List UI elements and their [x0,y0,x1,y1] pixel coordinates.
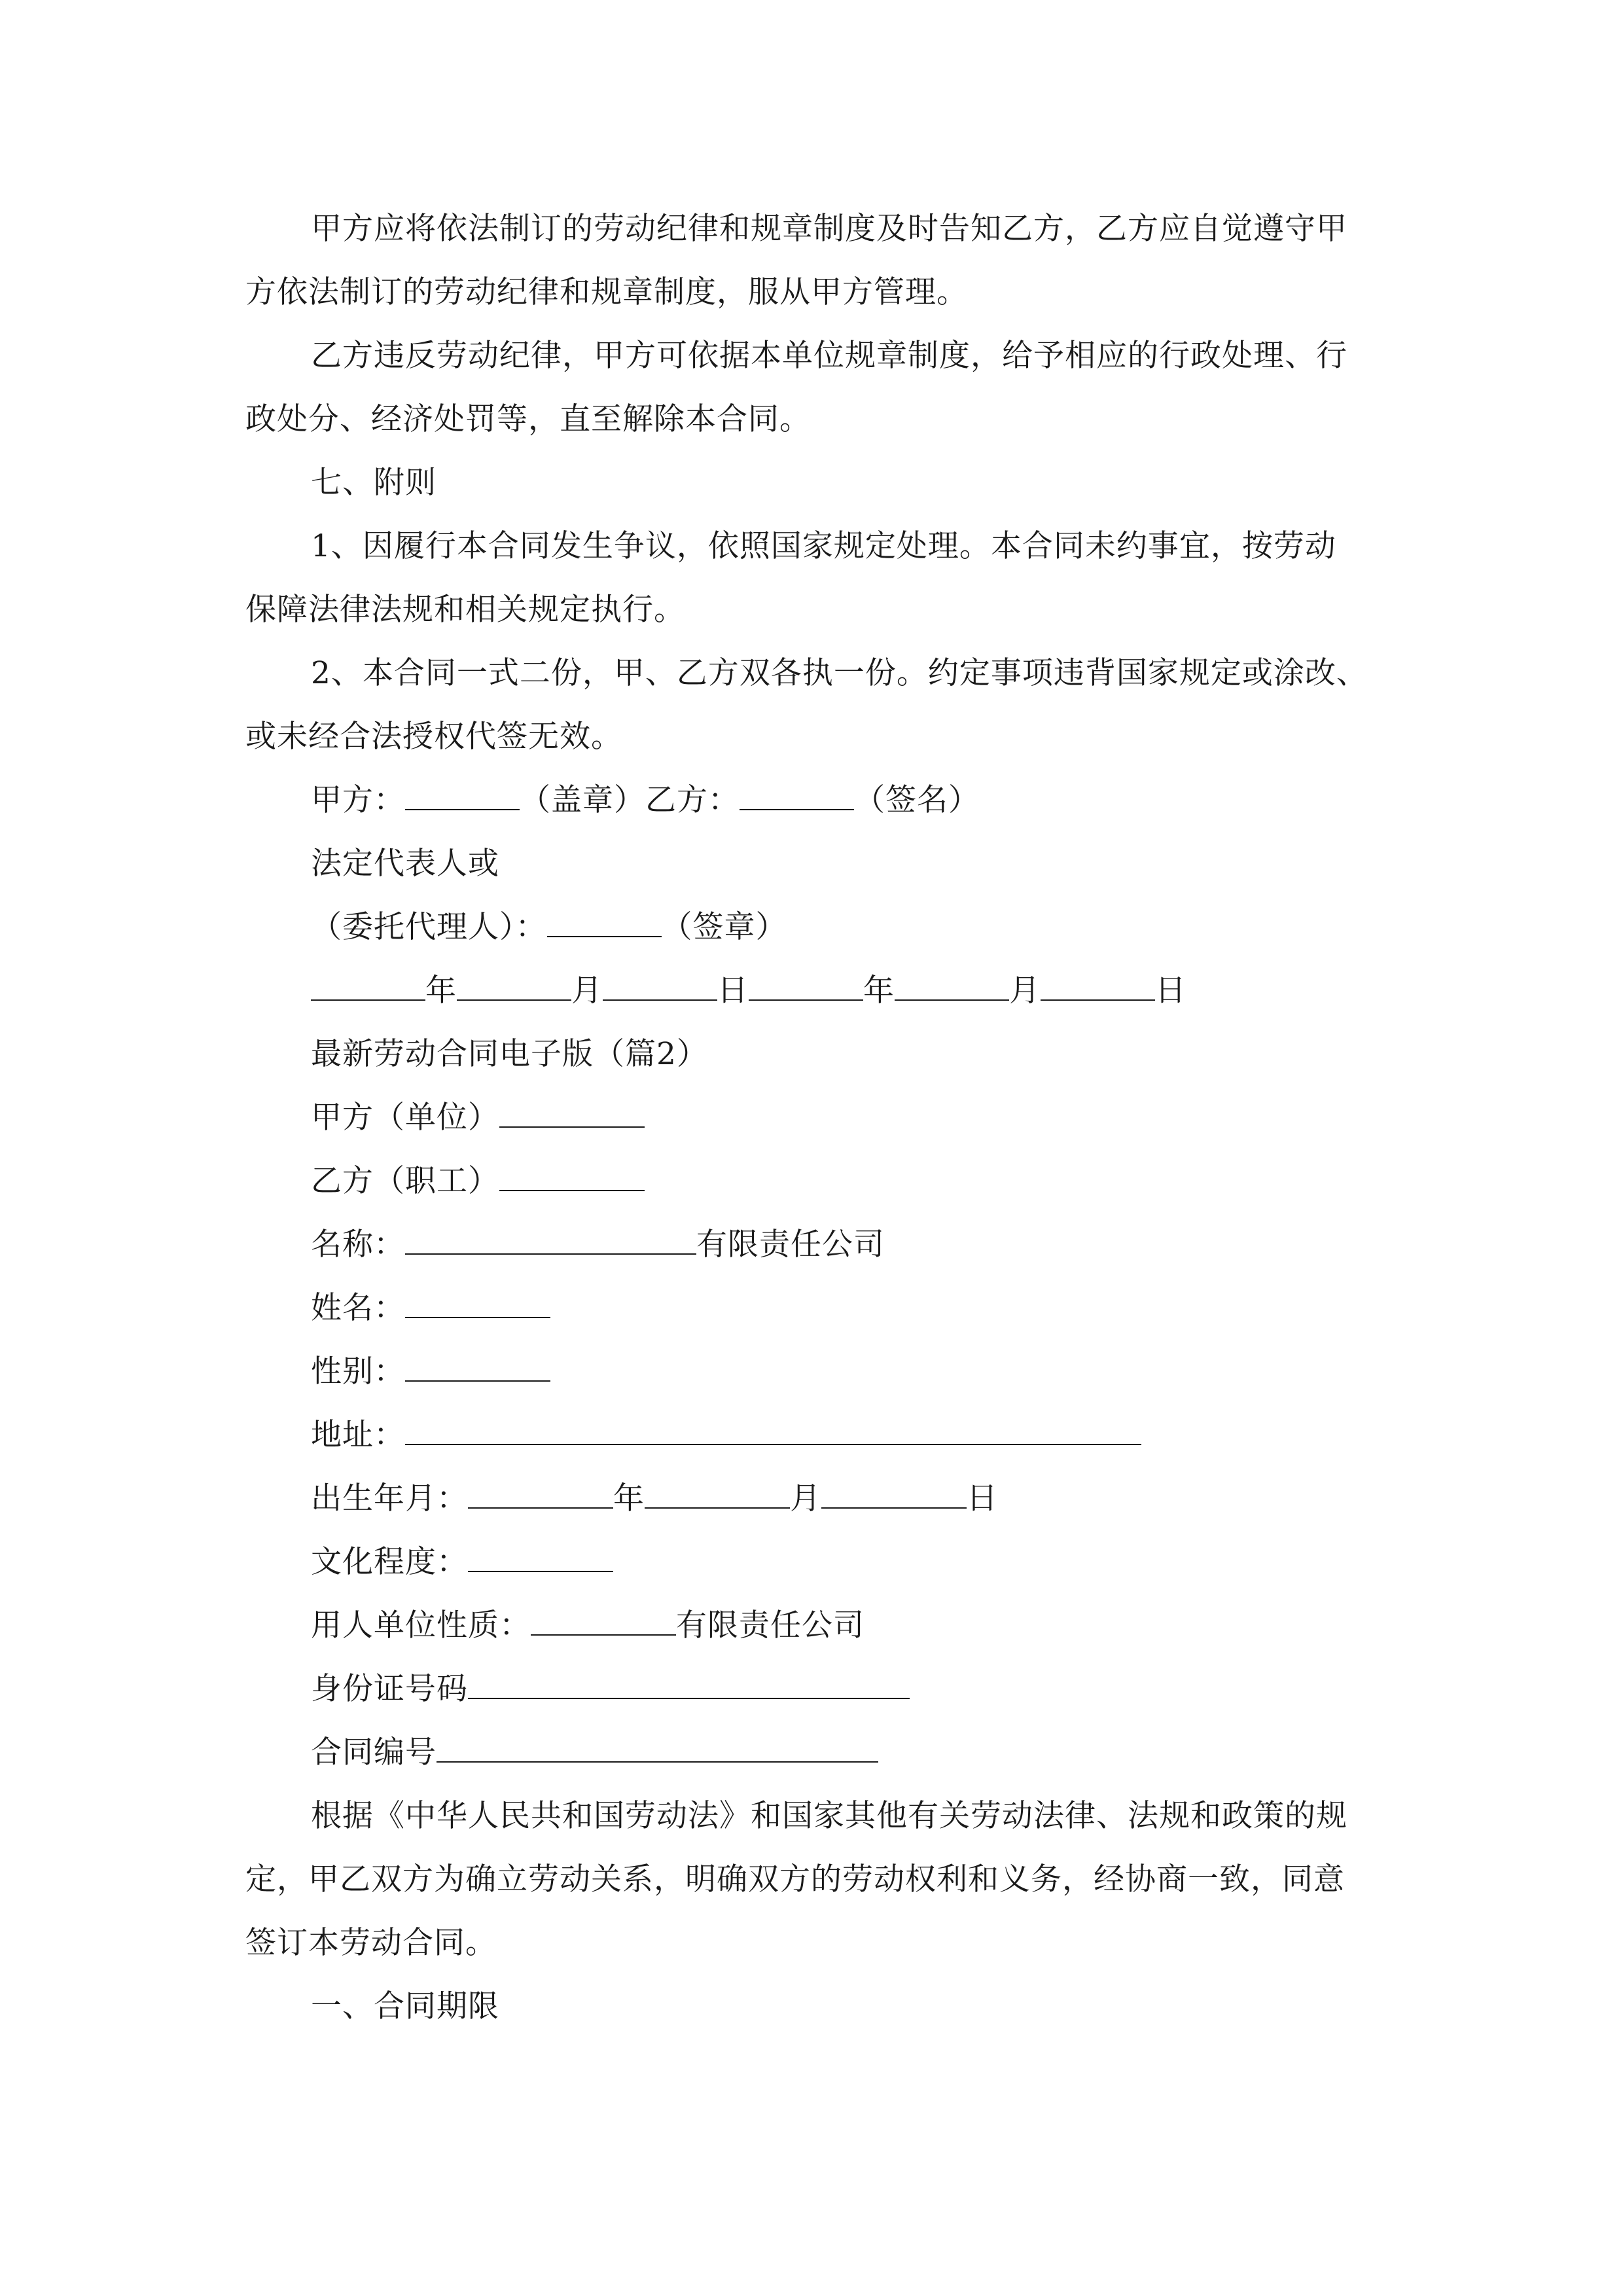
company-name-line [311,1225,885,1265]
birth-blank [645,1481,790,1509]
gender-label: 性别： [311,1354,405,1390]
birth-blank [468,1481,613,1509]
paragraph-line: 乙方违反劳动纪律，甲方可依据本单位规章制度，给予相应的行政处理、行 [311,338,1347,374]
month-label: 月 [571,973,603,1009]
section-heading: 七、附则 [311,465,437,501]
education-blank [468,1545,613,1572]
year-label: 年 [425,973,457,1009]
address-line [311,1416,1141,1455]
education-label: 文化程度： [311,1544,468,1580]
employer-type-line [311,1606,865,1645]
person-name-blank [405,1291,550,1318]
paragraph-line: 政处分、经济处罚等，直至解除本合同。 [245,401,811,437]
signature-line [311,781,980,820]
contract-no-line [311,1733,878,1772]
company-name-blank [405,1227,696,1255]
date-blank [311,973,425,1001]
day-label: 日 [967,1480,998,1516]
address-label: 地址： [311,1417,405,1453]
education-line [311,1543,613,1582]
party-a-unit-blank [499,1100,645,1128]
person-name-line [311,1289,550,1328]
address-blank [405,1418,1141,1445]
date-blank [457,973,571,1001]
paragraph-line: 根据《中华人民共和国劳动法》和国家其他有关劳动法律、法规和政策的规 [311,1798,1347,1834]
month-label: 月 [790,1480,821,1516]
agent-blank [547,910,662,937]
day-label: 日 [1155,973,1186,1009]
paragraph-line: 2、本合同一式二份，甲、乙方双各执一份。约定事项违背国家规定或涂改、 [311,655,1368,691]
id-number-label: 身份证号码 [311,1671,468,1707]
date-blank [603,973,717,1001]
birth-label: 出生年月： [311,1480,468,1516]
gender-blank [405,1354,550,1382]
paragraph-line: 1、因履行本合同发生争议，依照国家规定处理。本合同未约事宜，按劳动 [311,528,1336,564]
agent-label: （委托代理人）： [311,909,547,945]
section-heading: 一、合同期限 [311,1988,499,2024]
party-a-label: 甲方： [311,782,405,818]
party-b-staff-label: 乙方（职工） [311,1163,499,1199]
part2-title: 最新劳动合同电子版（篇2） [311,1036,708,1072]
seal-label: （盖章）乙方： [520,782,740,818]
paragraph-line: 或未经合法授权代签无效。 [245,719,622,755]
contract-no-blank [437,1735,878,1763]
sign-label: （签名） [854,782,980,818]
date-line [311,971,1186,1011]
company-suffix: 有限责任公司 [696,1227,885,1263]
year-label: 年 [613,1480,645,1516]
party-a-unit-label: 甲方（单位） [311,1100,499,1136]
gender-line [311,1352,550,1391]
paragraph-line: 定，甲乙双方为确立劳动关系，明确双方的劳动权利和义务，经协商一致，同意 [245,1861,1345,1897]
company-name-label: 名称： [311,1227,405,1263]
legal-rep-line: 法定代表人或 [311,846,499,882]
employer-type-blank [531,1608,676,1636]
agent-line [311,908,787,947]
party-b-staff-line [311,1162,645,1201]
birth-line [311,1479,998,1518]
party-b-blank [740,783,854,810]
birth-blank [821,1481,967,1509]
person-name-label: 姓名： [311,1290,405,1326]
party-a-unit-line [311,1098,645,1138]
employer-type-label: 用人单位性质： [311,1607,531,1643]
month-label: 月 [1009,973,1041,1009]
paragraph-line: 甲方应将依法制订的劳动纪律和规章制度及时告知乙方，乙方应自觉遵守甲 [311,211,1347,247]
paragraph-line: 签订本劳动合同。 [245,1925,497,1961]
date-blank [895,973,1009,1001]
paragraph-line: 保障法律法规和相关规定执行。 [245,592,685,628]
date-blank [749,973,863,1001]
day-label: 日 [717,973,749,1009]
year-label: 年 [863,973,895,1009]
id-number-line [311,1670,910,1709]
party-a-blank [405,783,520,810]
date-blank [1041,973,1155,1001]
id-number-blank [468,1672,910,1699]
party-b-staff-blank [499,1164,645,1191]
contract-no-label: 合同编号 [311,1734,437,1770]
agent-sign-label: （签章） [661,909,787,945]
paragraph-line: 方依法制订的劳动纪律和规章制度，服从甲方管理。 [245,274,968,310]
employer-suffix: 有限责任公司 [676,1607,865,1643]
